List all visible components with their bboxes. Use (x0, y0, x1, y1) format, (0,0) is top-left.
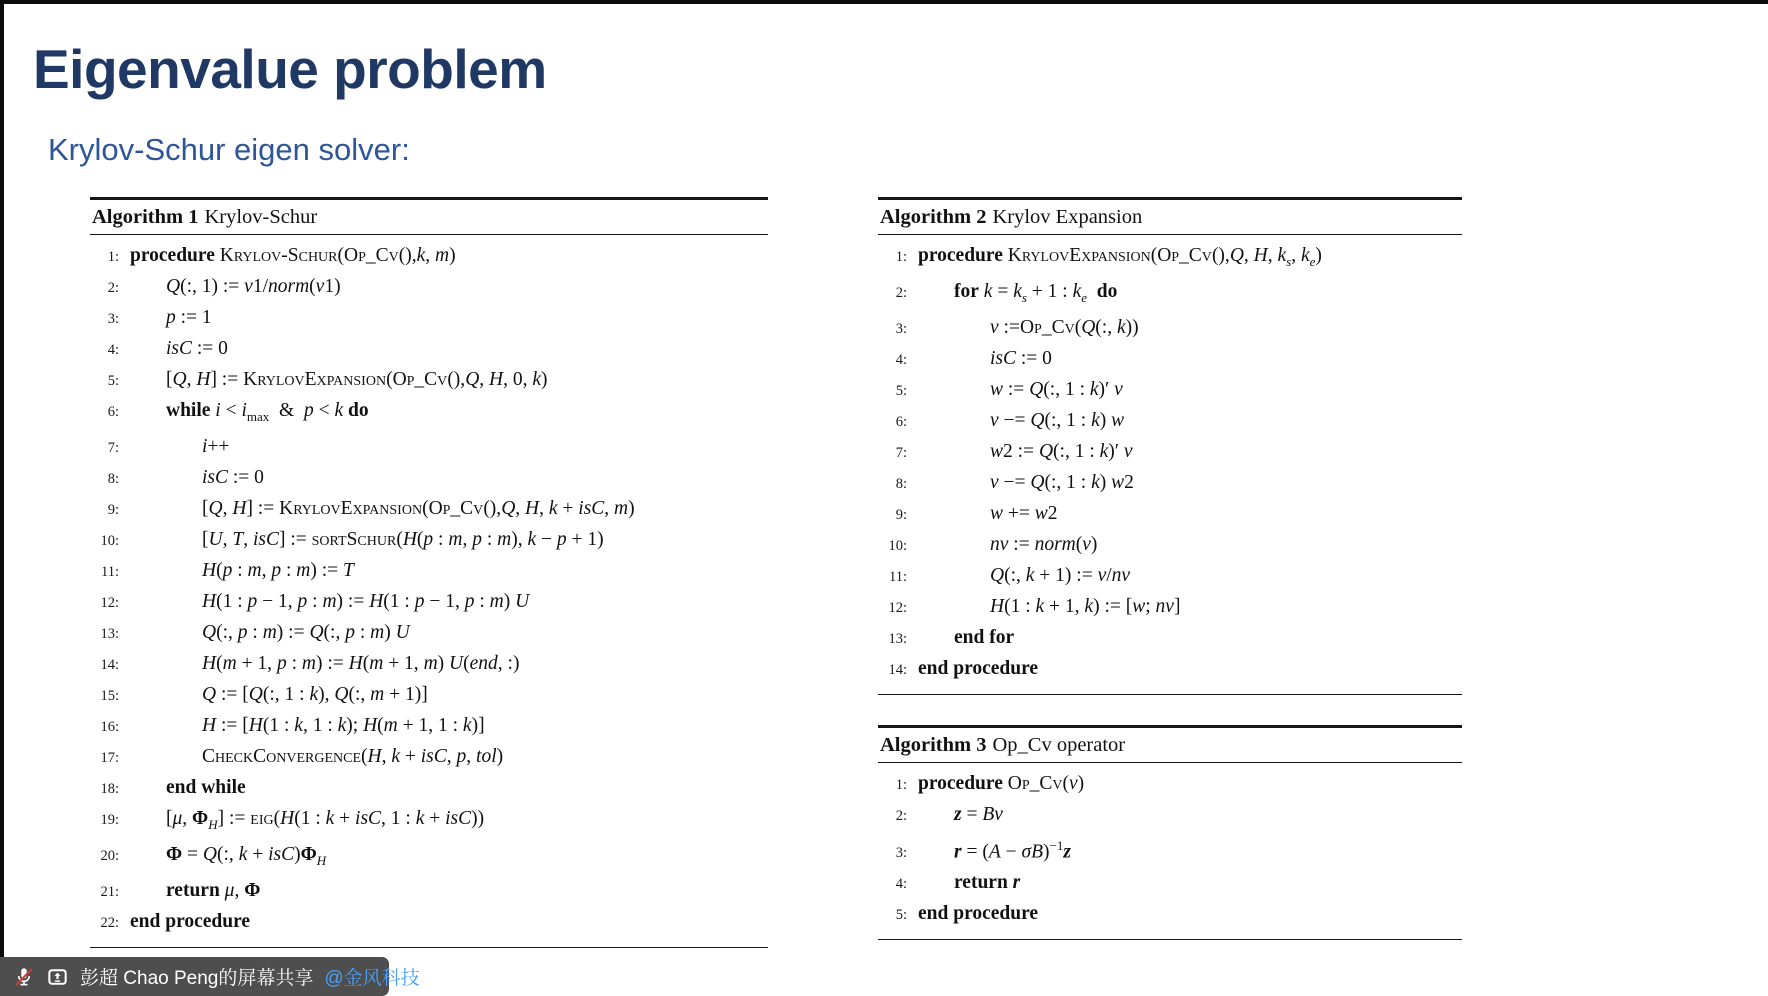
line-number: 7: (107, 439, 119, 456)
algorithm-line (90, 840, 768, 876)
line-content: return μ, Φ (166, 879, 261, 901)
screen-share-icon (46, 966, 69, 988)
algorithm-line (878, 561, 1462, 592)
algorithm-label: Algorithm 1 (92, 206, 199, 228)
line-content: return r (954, 872, 1021, 894)
line-number: 14: (888, 661, 907, 678)
line-number: 15: (100, 687, 119, 704)
slide (4, 4, 1768, 996)
line-number: 2: (895, 284, 907, 301)
line-content: w += w2 (990, 502, 1058, 524)
algorithm-line (90, 876, 768, 907)
line-content: Φ = Q(:, $k + isC)\Phi_H$ (166, 843, 327, 868)
microphone-muted-icon[interactable] (13, 966, 35, 988)
line-number: 1: (895, 249, 907, 265)
line-content: [Q, H] := KrylovExpansion(Op_Cv(),Q, H, k + isC, m) (202, 497, 635, 519)
algorithm-line (90, 334, 768, 365)
line-number: 4: (107, 342, 119, 358)
algorithm-line (90, 241, 768, 272)
line-number: 4: (895, 351, 907, 368)
line-content: isC := 0 (202, 466, 264, 488)
page-title: Eigenvalue problem (33, 38, 547, 100)
line-content: end procedure (918, 903, 1039, 925)
screen-share-bar (0, 957, 420, 996)
algorithm-line (878, 623, 1462, 654)
line-number: 12: (100, 594, 119, 611)
algorithm-line (878, 241, 1462, 277)
line-number: 10: (100, 532, 119, 549)
algorithm-line (90, 396, 768, 432)
line-content: p := 1 (166, 307, 212, 328)
algorithm-column-right (878, 197, 1462, 940)
line-number: 8: (895, 475, 907, 492)
line-content: v −= Q(:, 1 : k) w2 (990, 471, 1134, 493)
algorithm-title: Krylov Expansion (992, 206, 1143, 228)
line-number: 5: (895, 907, 907, 924)
line-content: H(m + 1, p : m) := H(m + 1, m) U(end, :) (202, 652, 520, 674)
algorithm-1-header (90, 197, 768, 235)
algorithm-line (878, 899, 1462, 930)
line-content: Q(:, 1) := v1/norm(v1) (166, 276, 341, 297)
line-number: 6: (895, 413, 907, 430)
line-number: 2: (107, 280, 119, 296)
algorithm-line (878, 313, 1462, 344)
line-number: 20: (100, 847, 119, 864)
algorithm-line (878, 499, 1462, 530)
line-content: w2 := Q(:, 1 : k)′ v (990, 440, 1133, 462)
algorithm-line (90, 272, 768, 303)
algorithm-title: Krylov-Schur (204, 206, 318, 228)
line-number: 13: (888, 630, 907, 647)
line-content: isC := 0 (166, 338, 228, 359)
line-number: 12: (888, 599, 907, 616)
line-content: end while (166, 776, 246, 798)
line-content: w := Q(:, 1 : k)′ v (990, 378, 1123, 400)
line-number: 3: (895, 320, 907, 337)
line-content: z = Bv (954, 803, 1003, 825)
algorithm-line (90, 907, 768, 938)
algorithm-line (878, 800, 1462, 831)
algorithm-line (878, 530, 1462, 561)
line-content: CheckConvergence(H, k + isC, p, tol) (202, 745, 504, 767)
algorithm-line (878, 344, 1462, 375)
line-content: H(1 : p − 1, p : m) := H(1 : p − 1, p : m) U (202, 590, 530, 612)
line-number: 3: (895, 845, 907, 862)
algorithm-line (90, 618, 768, 649)
line-number: 5: (895, 382, 907, 399)
line-number: 10: (888, 537, 907, 554)
algorithm-lines (878, 763, 1462, 941)
algorithm-lines (878, 235, 1462, 695)
algorithm-label: Algorithm 2 (880, 206, 987, 228)
algorithm-line (90, 463, 768, 494)
line-content: H(1 : k + 1, k) := [w; nv] (990, 595, 1181, 617)
line-content: H(p : m, p : m) := T (202, 559, 354, 581)
line-content: $r = (A - \sigma B)^{-1}z$ (954, 837, 1071, 863)
line-number: 6: (107, 404, 119, 420)
line-content: end for (954, 626, 1015, 648)
line-content: Q(:, k + 1) := v/nv (990, 564, 1131, 586)
line-content: procedure KrylovExpansion(Op_Cv(),Q, H, $k_s$, $k_e$) (918, 245, 1322, 269)
line-number: 17: (100, 749, 119, 766)
line-content: for $k = k_s + 1$ : $k_e$ do (954, 280, 1118, 305)
line-number: 1: (107, 249, 119, 265)
line-content: procedure Krylov-Schur(Op_Cv(),k, m) (130, 245, 456, 266)
algorithm-line (90, 303, 768, 334)
line-content: Q := [Q(:, 1 : k), Q(:, m + 1)] (202, 683, 428, 705)
line-content: i++ (202, 435, 230, 457)
algorithm-line (90, 556, 768, 587)
line-number: 21: (100, 883, 119, 900)
line-content: [Q, H] := KrylovExpansion(Op_Cv(),Q, H, 0, k) (166, 369, 548, 390)
algorithm-column-left (90, 197, 768, 948)
algorithm-line (90, 649, 768, 680)
algorithm-line (878, 437, 1462, 468)
line-number: 5: (107, 373, 119, 389)
algorithm-line (90, 804, 768, 840)
algorithm-line (90, 587, 768, 618)
algorithm-line (878, 375, 1462, 406)
line-number: 11: (889, 568, 907, 585)
line-number: 22: (100, 914, 119, 931)
algorithm-2-box (878, 197, 1462, 695)
share-bar-mention-link[interactable]: @金风科技 (324, 968, 420, 989)
line-content: isC := 0 (990, 347, 1052, 369)
algorithm-line (90, 525, 768, 556)
algorithm-line (90, 711, 768, 742)
line-number: 11: (101, 563, 119, 580)
line-content: [U, T, isC] := sortSchur(H(p : m, p : m), k − p + 1) (202, 528, 604, 550)
algorithm-line (90, 773, 768, 804)
line-number: 16: (100, 718, 119, 735)
line-content: procedure Op_Cv(v) (918, 772, 1085, 794)
algorithm-label: Algorithm 3 (880, 733, 987, 756)
algorithm-line (878, 654, 1462, 685)
algorithm-lines (90, 235, 768, 948)
algorithm-line (878, 468, 1462, 499)
line-number: 1: (895, 776, 907, 793)
algorithm-2-header (878, 197, 1462, 235)
algorithm-line (90, 680, 768, 711)
algorithm-3-header (878, 725, 1462, 763)
algorithm-line (90, 494, 768, 525)
algorithm-line (878, 406, 1462, 437)
share-bar-text: 彭超 Chao Peng的屏幕共享 (80, 968, 314, 989)
algorithm-title: Op_Cv operator (992, 733, 1126, 756)
line-content: nv := norm(v) (990, 533, 1098, 555)
algorithm-line (878, 831, 1462, 869)
algorithm-1-box (90, 197, 768, 948)
line-number: 2: (895, 807, 907, 824)
line-number: 8: (107, 470, 119, 487)
line-number: 19: (100, 811, 119, 828)
slide-subtitle: Krylov-Schur eigen solver: (48, 132, 410, 167)
line-content: v :=Op_Cv(Q(:, k)) (990, 316, 1139, 338)
line-number: 9: (895, 506, 907, 523)
line-content: end procedure (918, 657, 1039, 679)
algorithm-line (90, 432, 768, 463)
line-content: while $i < i_{max}$ & p < k do (166, 400, 369, 424)
algorithm-line (878, 868, 1462, 899)
line-content: v −= Q(:, 1 : k) w (990, 409, 1125, 431)
algorithm-line (878, 277, 1462, 313)
algorithm-line (90, 365, 768, 396)
algorithm-3-box (878, 725, 1462, 941)
algorithm-line (90, 742, 768, 773)
line-number: 18: (100, 780, 119, 797)
line-number: 14: (100, 656, 119, 673)
line-content: [μ, $\Phi_H$] := eig(H(1 : k + isC, 1 : k + isC)) (166, 807, 485, 832)
line-number: 9: (107, 501, 119, 518)
line-number: 13: (100, 625, 119, 642)
line-content: H := [H(1 : k, 1 : k); H(m + 1, 1 : k)] (202, 714, 485, 736)
line-number: 4: (895, 876, 907, 893)
line-content: Q(:, p : m) := Q(:, p : m) U (202, 621, 410, 643)
line-content: end procedure (130, 910, 251, 932)
algorithm-line (878, 769, 1462, 800)
algorithm-line (878, 592, 1462, 623)
line-number: 7: (895, 444, 907, 461)
line-number: 3: (107, 311, 119, 327)
